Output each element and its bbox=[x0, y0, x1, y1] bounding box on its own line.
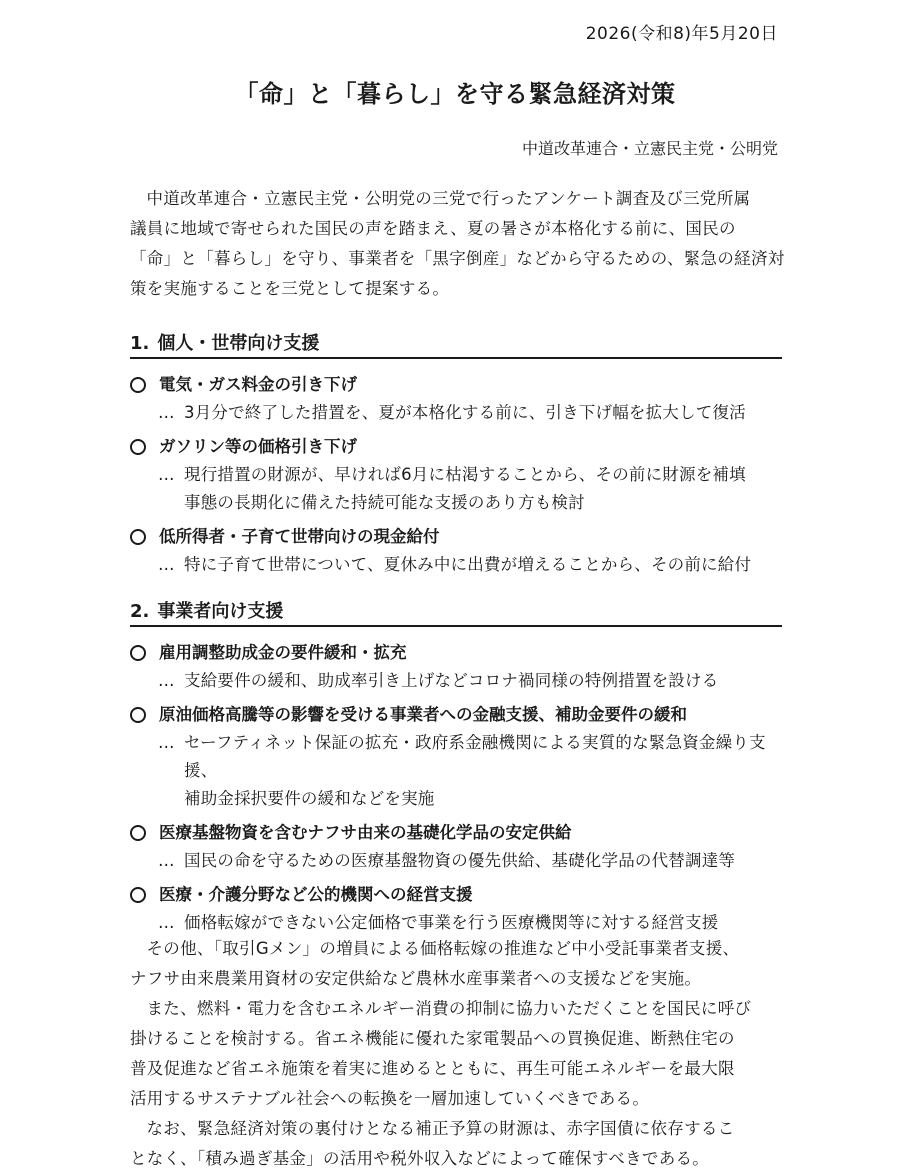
item-title: 電気・ガス料金の引き下げ bbox=[159, 375, 357, 394]
section-heading bbox=[130, 332, 782, 359]
section-business-support bbox=[130, 600, 782, 937]
intro-paragraph: 中道改革連合・立憲民主党・公明党の三党で行ったアンケート調査及び三党所属 議員に地域で寄せられた国民の声を踏まえ、夏の暑さが本格化する前に、国民の 「命」と「暮らし」を守り、事業者を「黒字倒産」などから守るための、緊急の経済対 策を実施することを三党として提案する。 bbox=[130, 189, 785, 298]
section-heading-text: 事業者向け支援 bbox=[157, 601, 284, 622]
ellipsis-marker: … bbox=[158, 913, 175, 932]
list-item bbox=[130, 523, 782, 579]
item-detail: 現行措置の財源が、早ければ6月に枯渇することから、その前に財源を補填 事態の長期化に備えた持続可能な支援のあり方も検討 bbox=[184, 465, 746, 512]
circle-bullet-icon bbox=[130, 887, 146, 903]
circle-bullet-icon bbox=[130, 645, 146, 661]
list-item bbox=[130, 371, 782, 427]
section-number: 1. bbox=[130, 333, 150, 354]
list-item bbox=[130, 881, 782, 937]
circle-bullet-icon bbox=[130, 529, 146, 545]
closing-paragraphs bbox=[130, 934, 790, 1174]
item-detail: 特に子育て世帯について、夏休み中に出費が増えることから、その前に給付 bbox=[184, 555, 752, 574]
list-item bbox=[130, 639, 782, 695]
item-detail: 支給要件の緩和、助成率引き上げなどコロナ禍同様の特例措置を設ける bbox=[184, 671, 719, 690]
closing-paragraph: なお、緊急経済対策の裏付けとなる補正予算の財源は、赤字国債に依存するこ となく、「積み過ぎ基金」の活用や税外収入などによって確保すべきである。 bbox=[130, 1119, 735, 1168]
section-heading bbox=[130, 600, 782, 627]
circle-bullet-icon bbox=[130, 439, 146, 455]
circle-bullet-icon bbox=[130, 825, 146, 841]
item-title: 原油価格高騰等の影響を受ける事業者への金融支援、補助金要件の緩和 bbox=[159, 705, 687, 724]
document-title: 「命」と「暮らし」を守る緊急経済対策 bbox=[234, 80, 676, 108]
ellipsis-marker: … bbox=[158, 465, 175, 484]
list-item bbox=[130, 819, 782, 875]
item-detail: 国民の命を守るための医療基盤物資の優先供給、基礎化学品の代替調達等 bbox=[184, 851, 736, 870]
item-title: 医療基盤物資を含むナフサ由来の基礎化学品の安定供給 bbox=[159, 823, 572, 842]
list-item bbox=[130, 433, 782, 517]
closing-paragraph: その他、「取引Gメン」の増員による価格転嫁の推進など中小受託事業者支援、 ナフサ由来農業用資材の安定供給など農林水産事業者への支援などを実施。 bbox=[130, 939, 740, 988]
document-date: 2026(令和8)年5月20日 bbox=[585, 24, 778, 44]
list-item bbox=[130, 701, 782, 813]
section-number: 2. bbox=[130, 601, 150, 622]
item-title: 医療・介護分野など公的機関への経営支援 bbox=[159, 885, 473, 904]
section-individual-support bbox=[130, 332, 782, 579]
item-title: 低所得者・子育て世帯向けの現金給付 bbox=[159, 527, 440, 546]
ellipsis-marker: … bbox=[158, 555, 175, 574]
ellipsis-marker: … bbox=[158, 851, 175, 870]
circle-bullet-icon bbox=[130, 377, 146, 393]
circle-bullet-icon bbox=[130, 707, 146, 723]
section-heading-text: 個人・世帯向け支援 bbox=[157, 333, 320, 354]
ellipsis-marker: … bbox=[158, 733, 175, 752]
item-detail: セーフティネット保証の拡充・政府系金融機関による実質的な緊急資金繰り支援、 補助金採択要件の緩和などを実施 bbox=[184, 733, 766, 808]
item-detail: 価格転嫁ができない公定価格で事業を行う医療機関等に対する経営支援 bbox=[184, 913, 719, 932]
item-title: ガソリン等の価格引き下げ bbox=[159, 437, 357, 456]
item-detail: 3月分で終了した措置を、夏が本格化する前に、引き下げ幅を拡大して復活 bbox=[184, 403, 746, 422]
ellipsis-marker: … bbox=[158, 671, 175, 690]
closing-paragraph: また、燃料・電力を含むエネルギー消費の抑制に協力いただくことを国民に呼び 掛けることを検討する。省エネ機能に優れた家電製品への買換促進、断熱住宅の 普及促進など省エネ施策を着実に進めるとともに、再生可能エネルギーを最大限 活用するサステナブル社会への転換を一層加速していくべきである。 bbox=[130, 999, 752, 1108]
item-title: 雇用調整助成金の要件緩和・拡充 bbox=[159, 643, 407, 662]
ellipsis-marker: … bbox=[158, 403, 175, 422]
document-authors: 中道改革連合・立憲民主党・公明党 bbox=[521, 139, 778, 158]
